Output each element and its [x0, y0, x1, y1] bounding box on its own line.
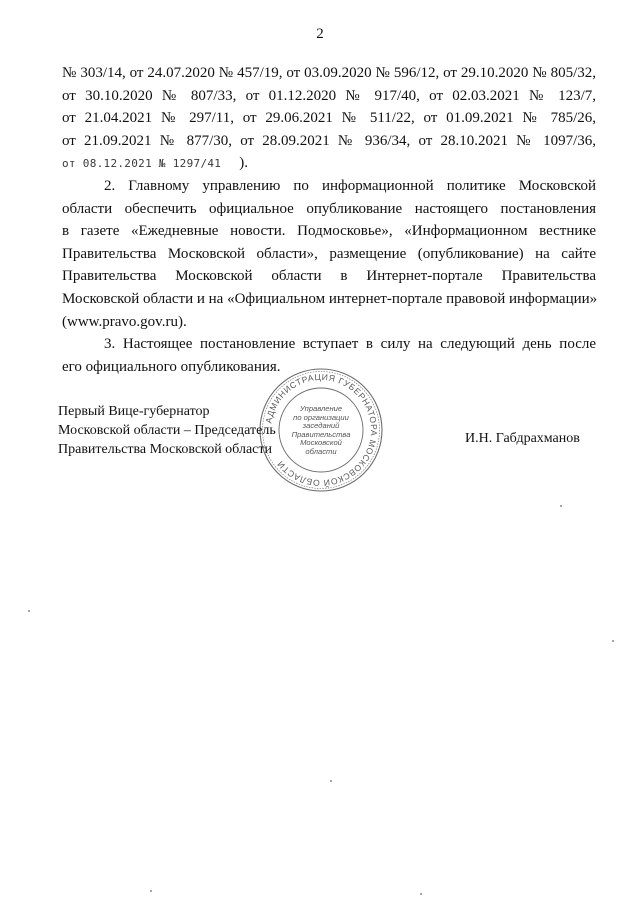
- signer-name: И.Н. Габдрахманов: [465, 431, 580, 446]
- text-line: Правительства Московской области», размещение (опубликование) на сайте: [62, 245, 596, 262]
- seal-line: по организации: [293, 412, 349, 422]
- text-line: его официального опубликования.: [62, 358, 281, 375]
- seal-line: Московской: [300, 438, 342, 448]
- text-line: 3. Настоящее постановление вступает в силу на следующий день после: [104, 336, 596, 353]
- typed-insert: от 08.12.2021 № 1297/41: [62, 157, 222, 171]
- official-seal: [258, 367, 384, 493]
- text-line: Московской области и на «Официальном интернет-портале правовой информации»: [62, 290, 598, 307]
- seal-line: Управление: [299, 404, 343, 413]
- position-line: Московской области – Председатель: [58, 423, 276, 438]
- text-line: от 21.04.2021 № 297/11, от 29.06.2021 № 511/22, от 01.09.2021 № 785/26,: [62, 110, 596, 127]
- seal-center-text: [281, 405, 361, 457]
- closing-parenthesis: ).: [239, 155, 248, 172]
- seal-outer-text: АДМИНИСТРАЦИЯ ГУБЕРНАТОРА МОСКОВСКОЙ ОБЛАСТИ: [263, 371, 380, 489]
- signatory-position: [58, 402, 276, 459]
- seal-line: заседаний: [302, 421, 340, 431]
- position-line: Первый Вице-губернатор: [58, 404, 210, 419]
- paragraph-1: [62, 62, 596, 175]
- text-line: от 21.09.2021 № 877/30, от 28.09.2021 № 936/34, от 28.10.2021 № 1097/36,: [62, 132, 596, 149]
- text-line: области обеспечить официальное опубликование настоящего постановления: [62, 200, 596, 217]
- text-line: 2. Главному управлению по информационной политике Московской: [104, 177, 596, 194]
- text-line: в газете «Ежедневные новости. Подмосковье», «Информационном вестнике: [62, 223, 596, 240]
- document-body: [62, 62, 596, 378]
- text-line: (www.pravo.gov.ru).: [62, 313, 187, 330]
- position-line: Правительства Московской области: [58, 442, 272, 457]
- text-line-insert: [62, 152, 596, 175]
- page-number: 2: [316, 26, 324, 42]
- text-line: Правительства Московской области в Интернет-портале Правительства: [62, 268, 596, 285]
- paragraph-2: [62, 175, 596, 333]
- seal-line: Правительства: [291, 429, 351, 439]
- seal-line: области: [305, 446, 337, 456]
- text-line: № 303/14, от 24.07.2020 № 457/19, от 03.09.2020 № 596/12, от 29.10.2020 № 805/32,: [62, 65, 596, 81]
- text-line: от 30.10.2020 № 807/33, от 01.12.2020 № 917/40, от 02.03.2021 № 123/7,: [62, 87, 596, 104]
